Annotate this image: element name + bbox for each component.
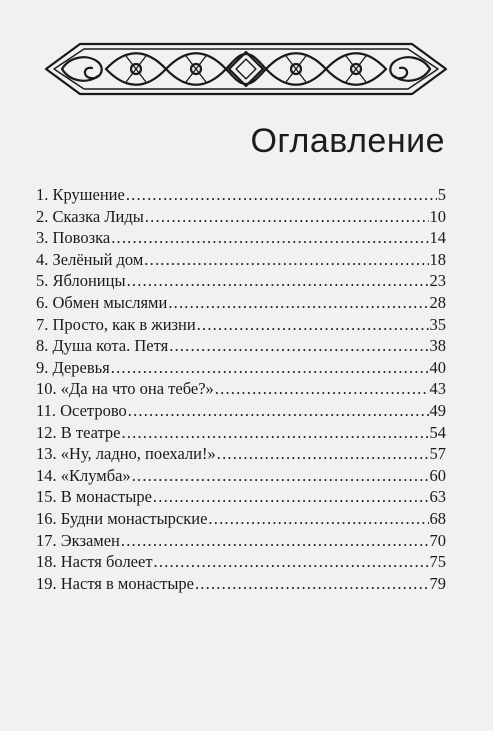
toc-entry-page-number: 70 [429,530,446,550]
toc-dot-leader [154,551,429,573]
toc-entry [36,551,446,573]
toc-entry-title: 5. Яблоницы [36,271,126,291]
toc-entry-page-number: 75 [429,552,446,572]
toc-entry-page-number: 28 [429,292,446,312]
toc-entry [36,206,446,228]
toc-dot-leader [132,465,429,487]
toc-entry-title: 14. «Клумба» [36,465,131,485]
toc-entry-title: 7. Просто, как в жизни [36,314,196,334]
toc-entry-page-number: 54 [429,422,446,442]
toc-dot-leader [126,184,437,206]
toc-dot-leader [197,314,429,336]
toc-dot-leader [217,443,429,465]
toc-entry-page-number: 38 [429,336,446,356]
toc-entry-page-number: 5 [437,185,446,204]
toc-entry [36,292,446,314]
toc-entry-title: 17. Экзамен [36,530,120,550]
toc-entry [36,465,446,487]
toc-entry-page-number: 60 [429,465,446,485]
toc-entry-page-number: 57 [429,444,446,464]
toc-entry-page-number: 49 [429,400,446,420]
toc-entry [36,530,446,552]
toc-entry-title: 4. Зелёный дом [36,249,144,269]
toc-entry-page-number: 40 [429,357,446,377]
toc-entry-page-number: 10 [429,206,446,226]
toc-entry-page-number: 14 [429,228,446,248]
toc-entry-title: 19. Настя в монастыре [36,573,194,593]
toc-entry [36,422,446,444]
toc-entry-title: 10. «Да на что она тебе?» [36,379,214,399]
toc-entry [36,443,446,465]
toc-entry-title: 8. Душа кота. Петя [36,336,169,356]
toc-dot-leader [127,270,429,292]
toc-dot-leader [168,292,428,314]
toc-entry [36,314,446,336]
toc-entry [36,400,446,422]
toc-entry-title: 2. Сказка Лиды [36,206,144,226]
toc-entry-page-number: 23 [429,271,446,291]
toc-dot-leader [169,335,428,357]
page-title: Оглавление [250,122,445,160]
toc-entry-page-number: 18 [429,249,446,269]
toc-entry-title: 13. «Ну, ладно, поехали!» [36,444,216,464]
toc-entry-title: 18. Настя болеет [36,552,153,572]
toc-entry-title: 3. Повозка [36,228,111,248]
toc-entry [36,270,446,292]
toc-entry-title: 9. Деревья [36,357,110,377]
toc-entry-title: 15. В монастыре [36,487,152,507]
toc-entry-page-number: 68 [429,508,446,528]
toc-entry [36,486,446,508]
toc-entry-title: 1. Крушение [36,185,125,204]
toc-entry [36,508,446,530]
toc-entry-title: 16. Будни монастырские [36,508,208,528]
toc-entry [36,573,446,595]
toc-dot-leader [111,227,428,249]
toc-dot-leader [153,486,429,508]
celtic-knot-ornament-icon [40,38,452,100]
toc-dot-leader [111,357,429,379]
toc-entry-page-number: 79 [429,573,446,593]
toc-entry-title: 11. Осетрово [36,400,127,420]
toc-dot-leader [208,508,428,530]
toc-dot-leader [144,249,428,271]
table-of-contents [36,184,446,594]
toc-entry-page-number: 63 [429,487,446,507]
toc-entry-page-number: 43 [429,379,446,399]
toc-entry-title: 6. Обмен мыслями [36,292,168,312]
toc-entry [36,249,446,271]
toc-entry [36,357,446,379]
toc-dot-leader [128,400,429,422]
toc-dot-leader [121,530,429,552]
toc-dot-leader [195,573,429,595]
toc-entry-title: 12. В театре [36,422,121,442]
toc-entry-page-number: 35 [429,314,446,334]
toc-entry [36,227,446,249]
toc-entry [36,184,446,206]
toc-dot-leader [145,206,429,228]
toc-entry [36,378,446,400]
toc-entry [36,335,446,357]
toc-dot-leader [215,378,429,400]
toc-dot-leader [122,422,429,444]
